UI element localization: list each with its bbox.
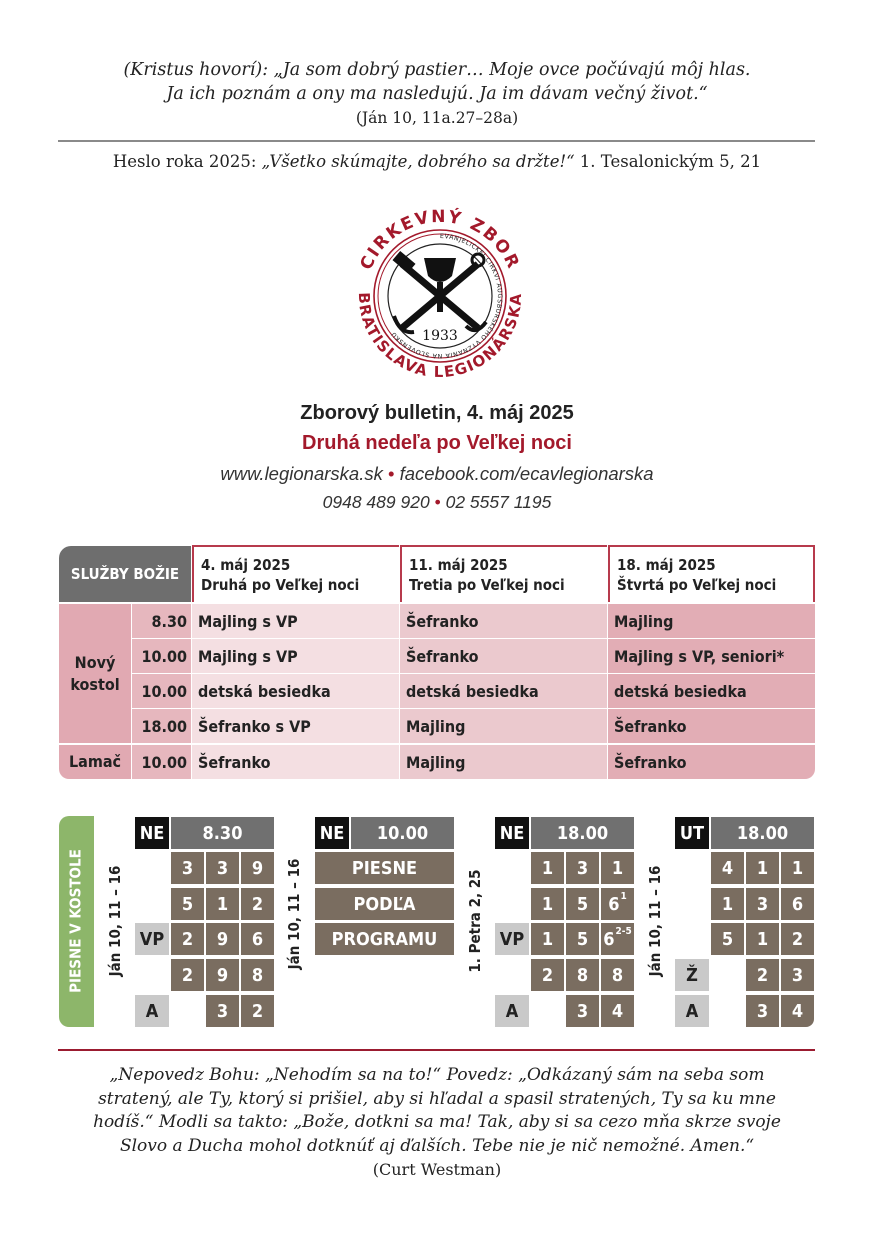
hymn-digit: 3 [206,852,239,884]
column-header-2 [400,545,607,602]
column-name-2: Tretia po Veľkej noci [409,575,565,594]
a-label: A [675,995,709,1027]
column-name-3: Štvrtá po Veľkej noci [617,575,777,594]
program-text: PIESNE [315,852,454,884]
service-cell: Majling [400,709,607,743]
hymn-digit-with-verse [601,923,634,955]
hymn-digit: 1 [531,888,564,920]
hymn-digit: 2 [241,888,274,920]
sunday-name: Druhá nedeľa po Veľkej noci [302,432,572,454]
service-cell: Šefranko [192,745,399,779]
reading-ref: Ján 10, 11 – 16 [106,865,124,977]
hymns-side-label: PIESNE V KOSTOLE [66,849,85,993]
services-label: SLUŽBY BOŽIE [59,546,191,602]
service-cell: detská besiedka [608,674,815,708]
logo-top-text: CIRKEVNÝ ZBOR [356,206,524,274]
separator-dot: • [387,463,395,484]
hymn-digit-with-verse [601,888,634,920]
hymn-digit: 2 [746,959,779,991]
hymn-digit: 5 [566,923,599,955]
service-time: 18.00 [711,817,814,849]
separator-dot: • [434,492,441,512]
day-label: NE [135,817,169,849]
hymn-digit: 1 [206,888,239,920]
closing-prayer [0,1064,874,1182]
hymn-digit: 8 [566,959,599,991]
church-logo [342,198,538,394]
hymn-digit: 2 [171,923,204,955]
phone-2: 02 5557 1195 [445,492,552,512]
logo-inner-text: EVANJELICKEJ CIRKVI AUGSBURSKÉHO VYZNANIA NA SLOVENSKU [390,232,503,360]
service-cell: Majling [608,604,815,638]
opening-quote [0,58,874,130]
time-cell: 10.00 [132,674,191,708]
day-label: UT [675,817,709,849]
quote-reference: (Ján 10, 11a.27–28a) [355,109,519,127]
service-cell: Šefranko [400,639,607,673]
hymn-digit: 5 [171,888,204,920]
hymn-digit: 1 [531,923,564,955]
logo-bottom-text: BRATISLAVA LEGIONÁRSKA [354,291,526,382]
hymn-digit: 6 [608,893,620,915]
day-label: NE [315,817,349,849]
time-cell: 10.00 [132,639,191,673]
hymn-digit: 6 [781,888,814,920]
service-cell: Šefranko [400,604,607,638]
phone-1: 0948 489 920 [322,492,430,512]
service-time: 8.30 [171,817,274,849]
prayer-line-1: „Nepovedz Bohu: „Nehodím sa na to!“ Povedz: „Odkázaný sám na seba som [109,1065,765,1085]
divider-top [58,140,815,142]
service-time: 18.00 [531,817,634,849]
hymn-digit: 5 [711,923,744,955]
service-cell: Majling [400,745,607,779]
hymn-digit: 2 [781,923,814,955]
a-label: A [135,995,169,1027]
column-name-1: Druhá po Veľkej noci [201,575,360,594]
year-motto [0,152,874,171]
hymn-digit: 9 [206,923,239,955]
a-label: A [495,995,529,1027]
verse-superscript: 1 [620,890,627,902]
hymn-digit: 3 [206,995,239,1027]
reading-ref: 1. Petra 2, 25 [466,869,484,973]
hymn-digit: 4 [781,995,814,1027]
web-links [0,463,874,485]
prayer-line-4: Slovo a Ducha mohol dotknúť aj ďalších. Tebe nie je nič nemožné. Amen.“ [119,1135,755,1156]
hymn-digit: 6 [603,928,615,950]
prayer-line-3: hodíš.“ Modli sa takto: „Bože, dotkni sa ma! Tak, aby si sa cezo mňa skrze svoje [93,1112,781,1132]
divider-bottom [58,1049,815,1051]
column-date-3: 18. máj 2025 [617,555,716,574]
logo-year: 1933 [422,328,458,344]
reading-ref: Ján 10, 11 – 16 [646,865,664,977]
hymn-digit: 1 [601,852,634,884]
hymn-digit: 1 [711,888,744,920]
hymn-digit: 4 [601,995,634,1027]
reading-ref: Ján 10, 11 – 16 [285,858,303,970]
service-cell: Majling s VP [192,604,399,638]
hymn-digit: 9 [206,959,239,991]
place-novy-kostol: Nový kostol [59,604,131,743]
service-cell: detská besiedka [400,674,607,708]
time-cell: 10.00 [132,745,191,779]
hymn-digit: 3 [746,995,779,1027]
hymn-digit: 3 [746,888,779,920]
motto-text: „Všetko skúmajte, dobrého sa držte!“ [261,152,575,171]
service-cell: Šefranko [608,745,815,779]
quote-line-1: (Kristus hovorí): „Ja som dobrý pastier… Moje ovce počúvajú môj hlas. [123,60,751,80]
hymn-digit: 3 [566,852,599,884]
hymn-digit: 1 [531,852,564,884]
website-link[interactable]: www.legionarska.sk [220,463,383,484]
column-date-2: 11. máj 2025 [409,555,508,574]
place-lamac: Lamač [59,745,131,779]
program-text: PODĽA [315,888,454,920]
hymn-digit: 1 [746,923,779,955]
hymn-digit: 1 [746,852,779,884]
hymn-digit: 2 [171,959,204,991]
vp-label: VP [135,923,169,955]
bulletin-title: Zborový bulletin, 4. máj 2025 [300,402,574,424]
hymn-digit: 2 [241,995,274,1027]
motto-reference: 1. Tesalonickým 5, 21 [574,152,762,171]
service-cell: Majling s VP, seniori* [608,639,815,673]
column-date-1: 4. máj 2025 [201,555,291,574]
hymn-digit: 3 [781,959,814,991]
hymn-digit: 8 [601,959,634,991]
motto-prefix: Heslo roka 2025: [112,152,262,171]
hymn-digit: 3 [171,852,204,884]
time-cell: 18.00 [132,709,191,743]
day-label: NE [495,817,529,849]
hymn-digit: 3 [566,995,599,1027]
prayer-author: (Curt Westman) [372,1160,502,1179]
hymn-digit: 5 [566,888,599,920]
service-cell: detská besiedka [192,674,399,708]
program-text: PROGRAMU [315,923,454,955]
service-cell: Šefranko s VP [192,709,399,743]
vp-label: VP [495,923,529,955]
phone-numbers [0,492,874,513]
time-cell: 8.30 [132,604,191,638]
service-cell: Majling s VP [192,639,399,673]
hymn-digit: 1 [781,852,814,884]
column-header-1 [192,545,399,602]
quote-line-2: Ja ich poznám a ony ma nasledujú. Ja im dávam večný život.“ [166,84,708,104]
hymn-digit: 6 [241,923,274,955]
service-time: 10.00 [351,817,454,849]
verse-superscript: 2-5 [615,925,632,937]
hymn-digit: 8 [241,959,274,991]
hymn-digit: 9 [241,852,274,884]
hymn-digit: 4 [711,852,744,884]
facebook-link[interactable]: facebook.com/ecavlegionarska [399,463,654,484]
prayer-line-2: stratený, ale Ty, ktorý si prišiel, aby si hľadal a spasil stratených, Ty sa ku mne [98,1088,776,1109]
z-label: Ž [675,959,709,991]
column-header-3 [608,545,815,602]
service-cell: Šefranko [608,709,815,743]
hymn-digit: 2 [531,959,564,991]
